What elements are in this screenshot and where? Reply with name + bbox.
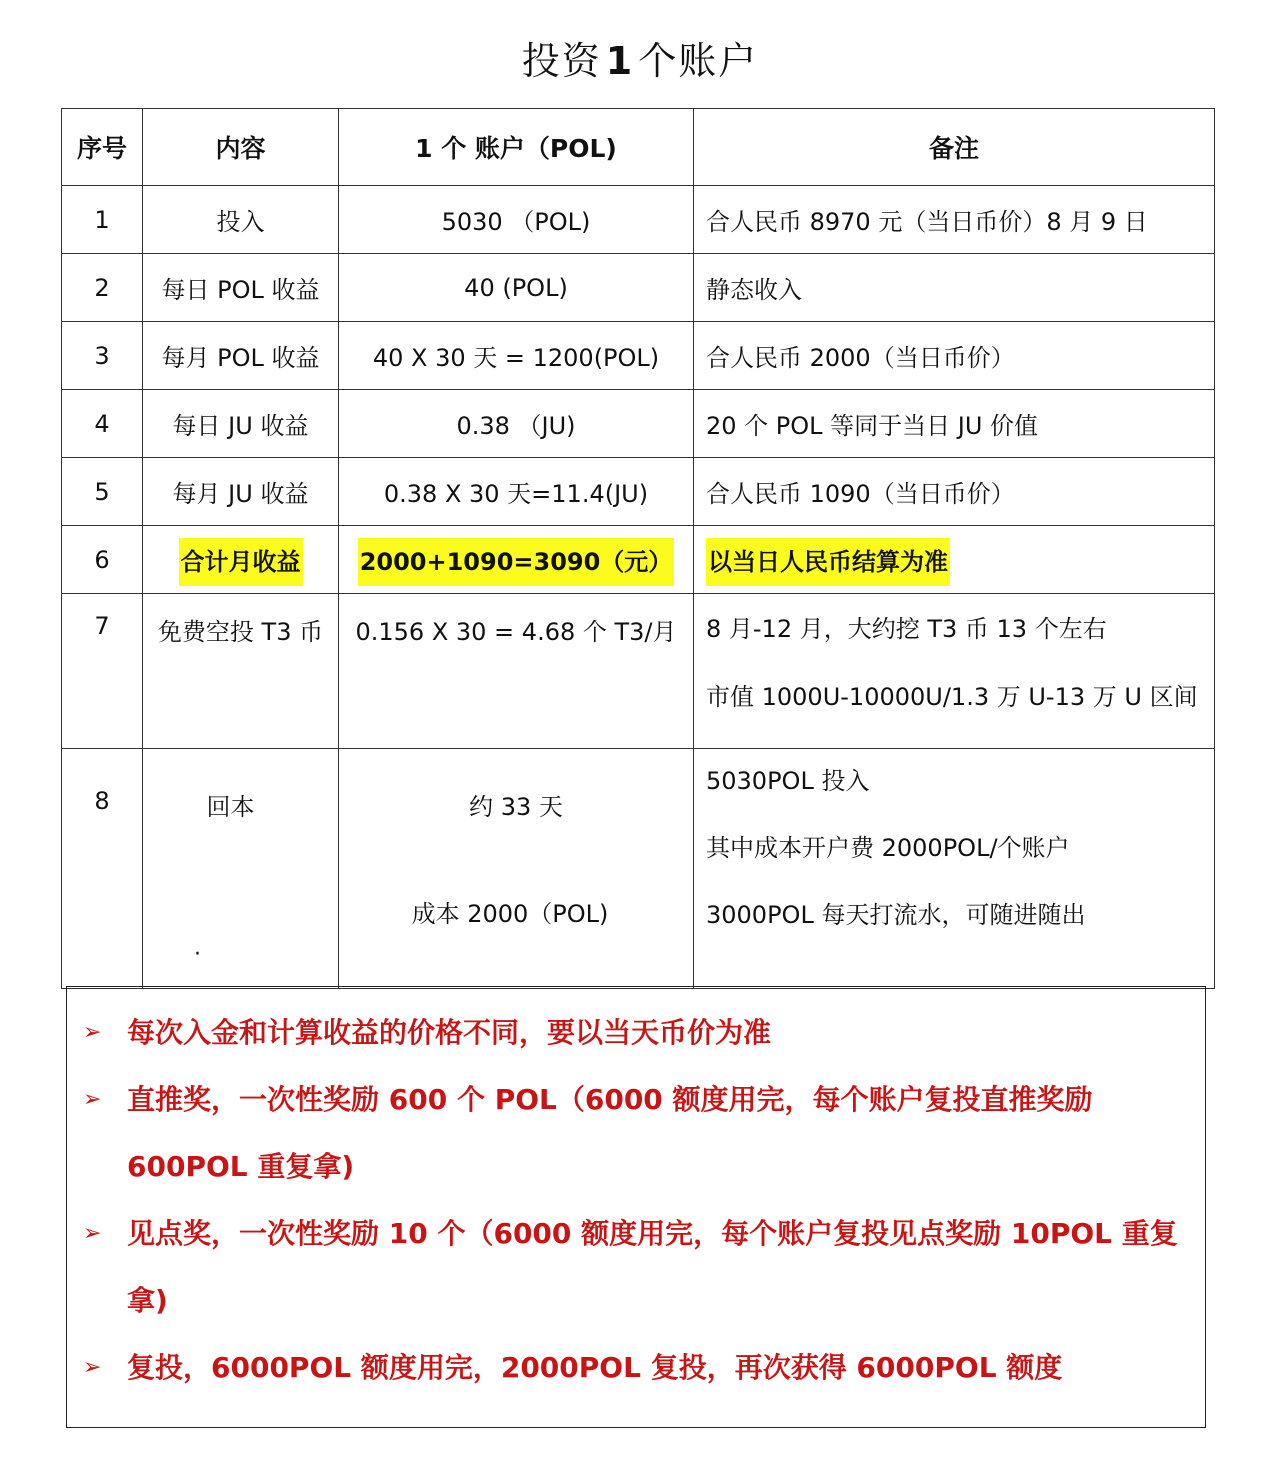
row-item: 投入 — [143, 186, 339, 254]
row-item: 回本 — [143, 749, 339, 989]
table-row — [62, 458, 1215, 526]
header-index: 序号 — [62, 109, 143, 186]
row-item: 每日 POL 收益 — [143, 254, 339, 322]
note-line: 市值 1000U-10000U/1.3 万 U-13 万 U 区间 — [706, 683, 1198, 711]
row-amount — [339, 526, 694, 594]
arrow-bullet-icon: ➢ — [83, 1221, 102, 1246]
separator-dot: · — [194, 942, 201, 967]
row-amount: 0.38 X 30 天=11.4(JU) — [339, 458, 694, 526]
row-index: 6 — [62, 526, 143, 594]
highlighted-total-label: 合计月收益 — [179, 538, 303, 586]
row-index: 5 — [62, 458, 143, 526]
note-line: 8 月-12 月，大约挖 T3 币 13 个左右 — [706, 615, 1107, 643]
title-number: 1 — [605, 39, 635, 83]
row-index: 7 — [62, 594, 143, 749]
note-item — [67, 999, 1205, 1066]
note-text: 每次入金和计算收益的价格不同，要以当天币价为准 — [127, 1016, 772, 1049]
table-row — [62, 594, 1215, 749]
row-item: 每日 JU 收益 — [143, 390, 339, 458]
row-note — [694, 749, 1215, 989]
note-text: 直推奖，一次性奖励 600 个 POL（6000 额度用完，每个账户复投直推奖励 600POL 重复拿) — [127, 1083, 1093, 1183]
arrow-bullet-icon: ➢ — [83, 1355, 102, 1380]
note-line: 3000POL 每天打流水，可随进随出 — [706, 901, 1086, 929]
page-title — [0, 30, 1280, 85]
row-amount: 0.156 X 30 = 4.68 个 T3/月 — [339, 594, 694, 749]
note-item — [67, 1200, 1205, 1334]
row-note: 合人民币 1090（当日币价） — [694, 458, 1215, 526]
table-row — [62, 390, 1215, 458]
table-row-total — [62, 526, 1215, 594]
row-note — [694, 594, 1215, 749]
row-note: 20 个 POL 等同于当日 JU 价值 — [694, 390, 1215, 458]
row-index: 8 — [62, 749, 143, 989]
row-note: 静态收入 — [694, 254, 1215, 322]
row-item — [143, 526, 339, 594]
table-row — [62, 186, 1215, 254]
title-prefix: 投资 — [521, 39, 602, 83]
row-index: 2 — [62, 254, 143, 322]
payback-days: 约 33 天 — [469, 793, 563, 821]
row-index: 4 — [62, 390, 143, 458]
row-amount: 0.38 （JU) — [339, 390, 694, 458]
notes-box — [66, 986, 1206, 1428]
row-amount: 5030 （POL) — [339, 186, 694, 254]
row-item: 每月 JU 收益 — [143, 458, 339, 526]
arrow-bullet-icon: ➢ — [83, 1087, 102, 1112]
note-line: 5030POL 投入 — [706, 767, 870, 795]
note-item — [67, 1334, 1205, 1401]
arrow-bullet-icon: ➢ — [83, 1020, 102, 1045]
note-item — [67, 1066, 1205, 1200]
table-header-row — [62, 109, 1215, 186]
row-amount — [339, 749, 694, 989]
header-content: 内容 — [143, 109, 339, 186]
investment-table — [61, 108, 1215, 989]
row-note — [694, 526, 1215, 594]
row-index: 1 — [62, 186, 143, 254]
row-index: 3 — [62, 322, 143, 390]
table-row — [62, 322, 1215, 390]
note-line: 其中成本开户费 2000POL/个账户 — [706, 834, 1070, 862]
row-item: 免费空投 T3 币 — [143, 594, 339, 749]
note-text: 见点奖，一次性奖励 10 个（6000 额度用完，每个账户复投见点奖励 10POL 重复拿) — [127, 1217, 1178, 1317]
row-note: 合人民币 8970 元（当日币价）8 月 9 日 — [694, 186, 1215, 254]
highlighted-total-amount: 2000+1090=3090（元） — [358, 538, 675, 586]
table-row — [62, 254, 1215, 322]
table-row — [62, 749, 1215, 989]
title-suffix: 个账户 — [638, 39, 759, 83]
row-item: 每月 POL 收益 — [143, 322, 339, 390]
payback-cost: 成本 2000（POL) — [411, 900, 609, 928]
row-amount: 40 X 30 天 = 1200(POL) — [339, 322, 694, 390]
row-note: 合人民币 2000（当日币价） — [694, 322, 1215, 390]
highlighted-total-note: 以当日人民币结算为准 — [706, 538, 950, 586]
header-remark: 备注 — [694, 109, 1215, 186]
row-amount: 40 (POL) — [339, 254, 694, 322]
header-amount: 1 个 账户（POL) — [339, 109, 694, 186]
note-text: 复投，6000POL 额度用完，2000POL 复投，再次获得 6000POL 额度 — [127, 1351, 1063, 1384]
